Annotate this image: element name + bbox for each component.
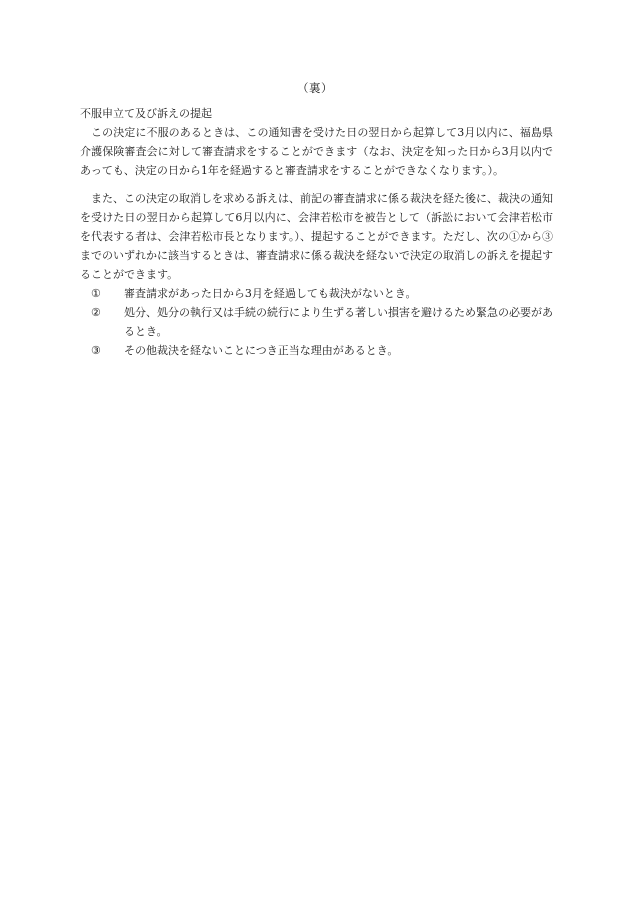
paragraph-appeal-deadline: この決定に不服のあるときは、この通知書を受けた日の翌日から起算して3月以内に、福島県介護保険審査会に対して審査請求をすることができます（なお、決定を知った日から3月以内であっても、決定の日から1年を経過すると審査請求をすることができなくなります。）。 xyxy=(80,126,553,177)
page-side-label: （裏） xyxy=(297,81,333,95)
document-body xyxy=(80,104,553,360)
list-item xyxy=(80,284,553,303)
list-item xyxy=(80,303,553,341)
list-item xyxy=(80,341,553,360)
list-item-text: 処分、処分の執行又は手続の続行により生ずる著しい損害を避けるため緊急の必要があるとき。 xyxy=(124,306,553,338)
list-item-number: ① xyxy=(91,287,101,300)
list-item-number: ② xyxy=(91,306,101,319)
list-item-number: ③ xyxy=(91,344,101,357)
paragraph-lawsuit: また、この決定の取消しを求める訴えは、前記の審査請求に係る裁決を経た後に、裁決の通知を受けた日の翌日から起算して6月以内に、会津若松市を被告として（訴訟において会津若松市を代表する者は、会津若松市長となります。）、提起することができます。ただし、次の①から③までのいずれかに該当するときは、審査請求に係る裁決を経ないで決定の取消しの訴えを提起することができます。 xyxy=(80,192,553,281)
section-heading: 不服申立て及び訴えの提起 xyxy=(80,107,212,120)
list-item-text: 審査請求があった日から3月を経過しても裁決がないとき。 xyxy=(124,287,417,300)
list-item-text: その他裁決を経ないことにつき正当な理由があるとき。 xyxy=(124,344,399,357)
